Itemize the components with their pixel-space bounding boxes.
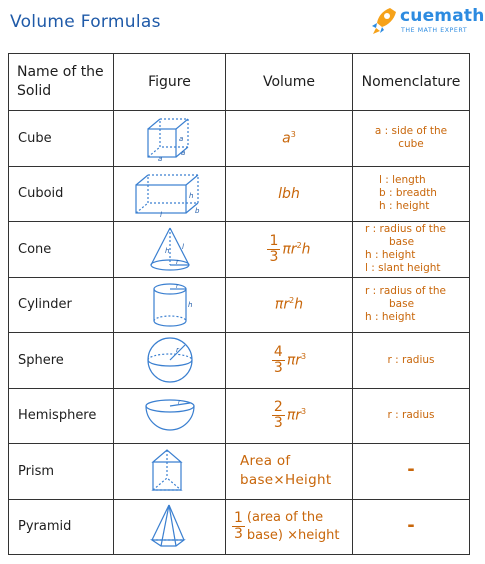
svg-text:r: r	[175, 346, 179, 355]
svg-text:h: h	[187, 300, 192, 309]
svg-text:a: a	[178, 135, 183, 144]
table-header-row	[9, 54, 470, 111]
column-header-nomenclature: Nomenclature	[353, 54, 470, 111]
fraction	[232, 511, 245, 542]
solid-name: Cylinder	[9, 277, 114, 333]
cuboid-figure	[114, 166, 226, 222]
volume-formula	[226, 222, 353, 278]
volume-formula	[226, 111, 353, 167]
formula-expression: πr	[282, 241, 297, 258]
column-header-name: Name of the Solid	[9, 54, 114, 111]
formula-text	[247, 509, 340, 545]
cone-figure	[114, 222, 226, 278]
table-row	[9, 166, 470, 222]
formula-tail: h	[301, 241, 311, 258]
fraction-numerator: 1	[234, 510, 243, 527]
formula-line: base×Height	[240, 472, 332, 489]
prism-figure	[114, 444, 226, 500]
hemisphere-figure	[114, 388, 226, 444]
formula-exponent: 2	[296, 240, 302, 250]
svg-text:r: r	[177, 398, 180, 406]
formula-exponent: 3	[290, 129, 296, 139]
nomenclature	[353, 166, 470, 222]
nomenclature-dash: -	[407, 459, 415, 481]
solid-name: Cuboid	[9, 166, 114, 222]
nomenclature-line: r : radius	[387, 353, 435, 366]
solid-name: Prism	[9, 444, 114, 500]
svg-text:h: h	[188, 191, 193, 200]
nomenclature	[353, 333, 470, 389]
column-header-figure: Figure	[114, 54, 226, 111]
nomenclature-line: l : length	[379, 174, 426, 187]
nomenclature	[353, 444, 470, 500]
brand-name: cuemath	[400, 6, 485, 26]
formula-expression: πr	[286, 352, 301, 369]
volume-formulas-table	[8, 53, 470, 555]
nomenclature-dash: -	[407, 514, 415, 536]
table-row	[9, 222, 470, 278]
fraction	[272, 400, 285, 431]
sphere-figure	[114, 333, 226, 389]
fraction-numerator: 1	[269, 232, 279, 249]
cuemath-logo	[370, 4, 485, 44]
volume-formula	[226, 333, 353, 389]
formula-expression: πr	[274, 297, 290, 314]
solid-name: Cone	[9, 222, 114, 278]
pyramid-figure	[114, 499, 226, 555]
table-row	[9, 499, 470, 555]
nomenclature-line: b : breadth	[379, 187, 437, 200]
nomenclature-line: cube	[398, 138, 424, 151]
formula-tail: h	[294, 297, 304, 314]
volume-formula	[226, 388, 353, 444]
cylinder-figure	[114, 277, 226, 333]
fraction-denominator: 3	[269, 248, 279, 265]
rocket-icon	[370, 6, 398, 36]
svg-text:l: l	[159, 210, 162, 219]
formula-exponent: 3	[301, 407, 307, 417]
fraction-numerator: 4	[273, 343, 283, 360]
fraction-denominator: 3	[234, 526, 243, 543]
table-row	[9, 111, 470, 167]
solid-name: Cube	[9, 111, 114, 167]
nomenclature	[353, 388, 470, 444]
fraction	[272, 345, 285, 376]
nomenclature-line: a : side of the	[374, 125, 448, 138]
brand-tagline: THE MATH EXPERT	[401, 27, 468, 34]
page-title: Volume Formulas	[10, 12, 161, 32]
nomenclature-line: base	[389, 298, 415, 311]
table-row	[9, 388, 470, 444]
formula-line: base) ×height	[246, 527, 340, 543]
svg-text:b: b	[194, 206, 199, 215]
nomenclature-line: r : radius of the	[365, 285, 447, 298]
nomenclature	[353, 222, 470, 278]
nomenclature-line: r : radius	[387, 409, 435, 422]
fraction	[267, 234, 280, 265]
nomenclature	[353, 277, 470, 333]
svg-text:r: r	[175, 258, 179, 267]
solid-name: Hemisphere	[9, 388, 114, 444]
fraction-denominator: 3	[273, 359, 283, 376]
solid-name: Sphere	[9, 333, 114, 389]
svg-text:l: l	[181, 243, 184, 252]
volume-formula	[226, 499, 353, 555]
svg-text:a: a	[180, 149, 185, 158]
formula-exponent: 2	[289, 296, 295, 306]
column-header-volume: Volume	[226, 54, 353, 111]
volume-formula: lbh	[226, 166, 353, 222]
formula-line: Area of	[240, 453, 291, 470]
nomenclature-line: h : height	[365, 311, 416, 324]
solid-name: Pyramid	[9, 499, 114, 555]
svg-text:h: h	[164, 247, 169, 256]
volume-formula	[226, 277, 353, 333]
nomenclature-line: h : height	[379, 200, 430, 213]
volume-formula	[226, 444, 353, 500]
fraction-denominator: 3	[273, 415, 283, 432]
nomenclature-line: l : slant height	[365, 262, 441, 275]
nomenclature	[353, 111, 470, 167]
nomenclature-line: h : height	[365, 249, 416, 262]
svg-text:r: r	[175, 282, 178, 290]
nomenclature	[353, 499, 470, 555]
fraction-numerator: 2	[273, 399, 283, 416]
cube-figure	[114, 111, 226, 167]
table-row	[9, 333, 470, 389]
formula-base: a	[282, 130, 291, 147]
table-row	[9, 444, 470, 500]
svg-text:a: a	[157, 155, 162, 164]
formula-exponent: 3	[301, 351, 307, 361]
nomenclature-line: base	[389, 236, 415, 249]
formula-expression: πr	[286, 407, 301, 424]
nomenclature-line: r : radius of the	[365, 223, 447, 236]
formula-line: (area of the	[246, 509, 324, 525]
table-row	[9, 277, 470, 333]
